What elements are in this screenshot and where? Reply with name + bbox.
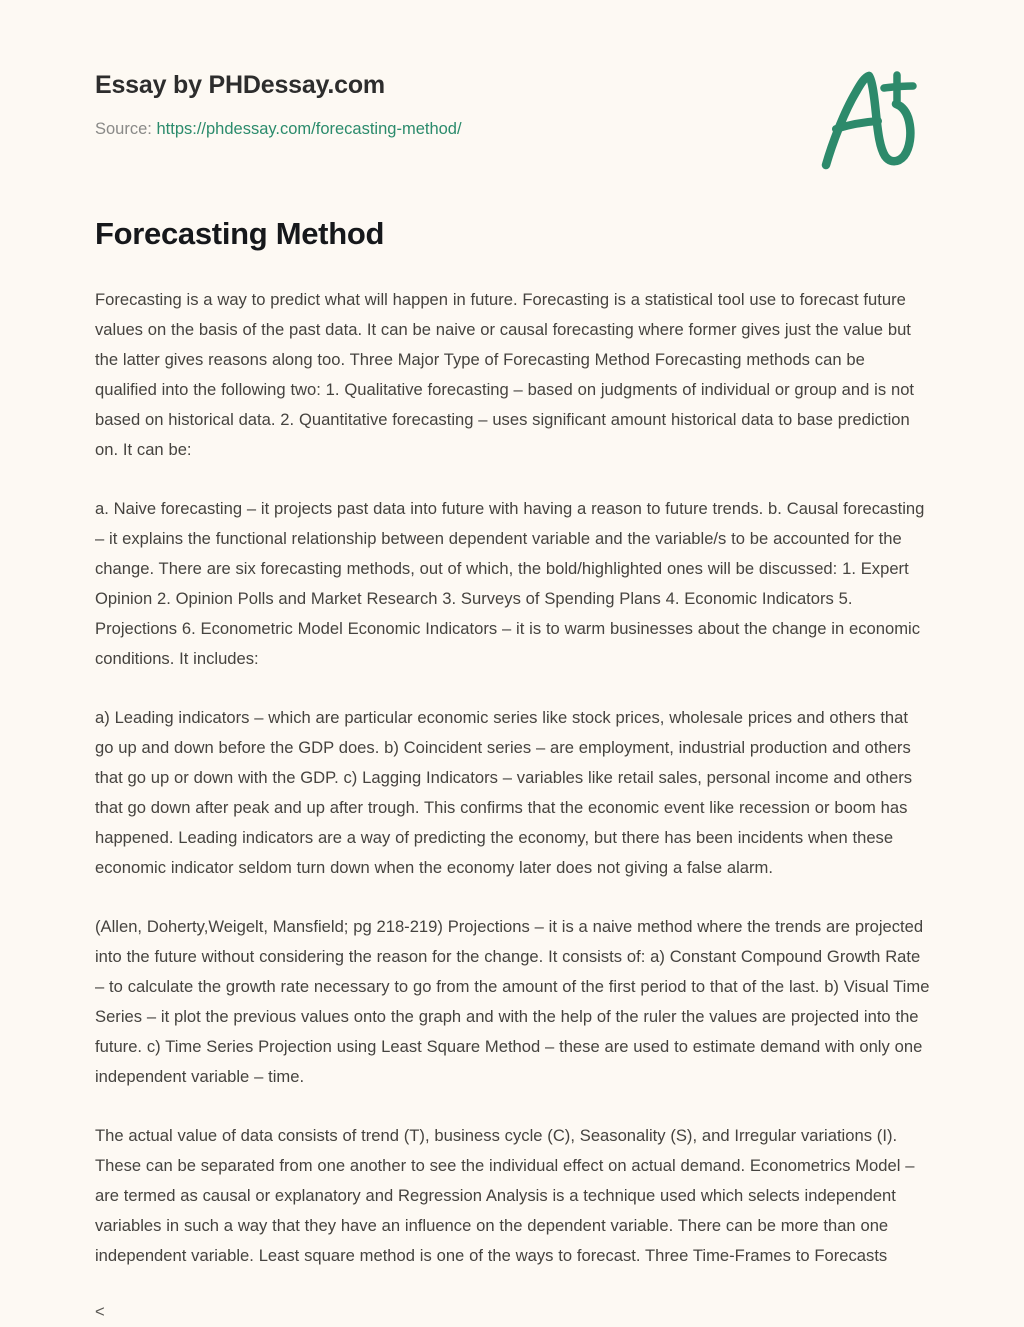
- page-title: Forecasting Method: [95, 216, 385, 251]
- article-body: [95, 215, 931, 1327]
- a-plus-logo: [812, 66, 932, 171]
- paragraph: (Allen, Doherty,Weigelt, Mansfield; pg 218-219) Projections – it is a naive method where the trends are projected into the future without considering the reason for the change. It consists of: a) Constant Compound Growth Rate – to calculate the growth rate necessary to go from the amount of the first period to that of the last. b) Visual Time Series – it plot the previous values onto the graph and with the help of the ruler the values are projected into the future. c) Time Series Projection using Least Square Method – these are used to estimate demand with only one independent variable – time.: [95, 916, 930, 1086]
- page-header: [0, 0, 1024, 185]
- truncation-marker: <: [95, 1301, 105, 1321]
- source-label: Source:: [95, 120, 152, 138]
- source-url-link[interactable]: https://phdessay.com/forecasting-method/: [156, 120, 462, 138]
- paragraph: The actual value of data consists of trend (T), business cycle (C), Seasonality (S), and Irregular variations (I). These can be separated from one another to see the individual effect on actual demand. Econometrics Model – are termed as causal or explanatory and Regression Analysis is a technique used which selects independent variables in such a way that they have an influence on the dependent variable. There can be more than one independent variable. Least square method is one of the ways to forecast. Three Time-Frames to Forecasts: [95, 1125, 915, 1265]
- paragraph: Forecasting is a way to predict what will happen in future. Forecasting is a statistical tool use to forecast future values on the basis of the past data. It can be naive or causal forecasting where former gives just the value but the latter gives reasons along too. Three Major Type of Forecasting Method Forecasting methods can be qualified into the following two: 1. Qualitative forecasting – based on judgments of individual or group and is not based on historical data. 2. Quantitative forecasting – uses significant amount historical data to base prediction on. It can be:: [95, 289, 915, 459]
- paragraph: a) Leading indicators – which are particular economic series like stock prices, wholesale prices and others that go up and down before the GDP does. b) Coincident series – are employment, industrial production and others that go up or down with the GDP. c) Lagging Indicators – variables like retail sales, personal income and others that go down after peak and up after trough. This confirms that the economic event like recession or boom has happened. Leading indicators are a way of predicting the economy, but there has been incidents when these economic indicator seldom turn down when the economy later does not giving a false alarm.: [95, 707, 913, 877]
- paragraph: a. Naive forecasting – it projects past data into future with having a reason to future trends. b. Causal forecasting – it explains the functional relationship between dependent variable and the variable/s to be accounted for the change. There are six forecasting methods, out of which, the bold/highlighted ones will be discussed: 1. Expert Opinion 2. Opinion Polls and Market Research 3. Surveys of Spending Plans 4. Economic Indicators 5. Projections 6. Econometric Model Economic Indicators – it is to warm businesses about the change in economic conditions. It includes:: [95, 498, 925, 668]
- brand-title: Essay by PHDessay.com: [95, 71, 385, 99]
- brand-block: [95, 70, 695, 140]
- source-line: [95, 119, 695, 140]
- a-plus-logo-icon: [812, 66, 932, 171]
